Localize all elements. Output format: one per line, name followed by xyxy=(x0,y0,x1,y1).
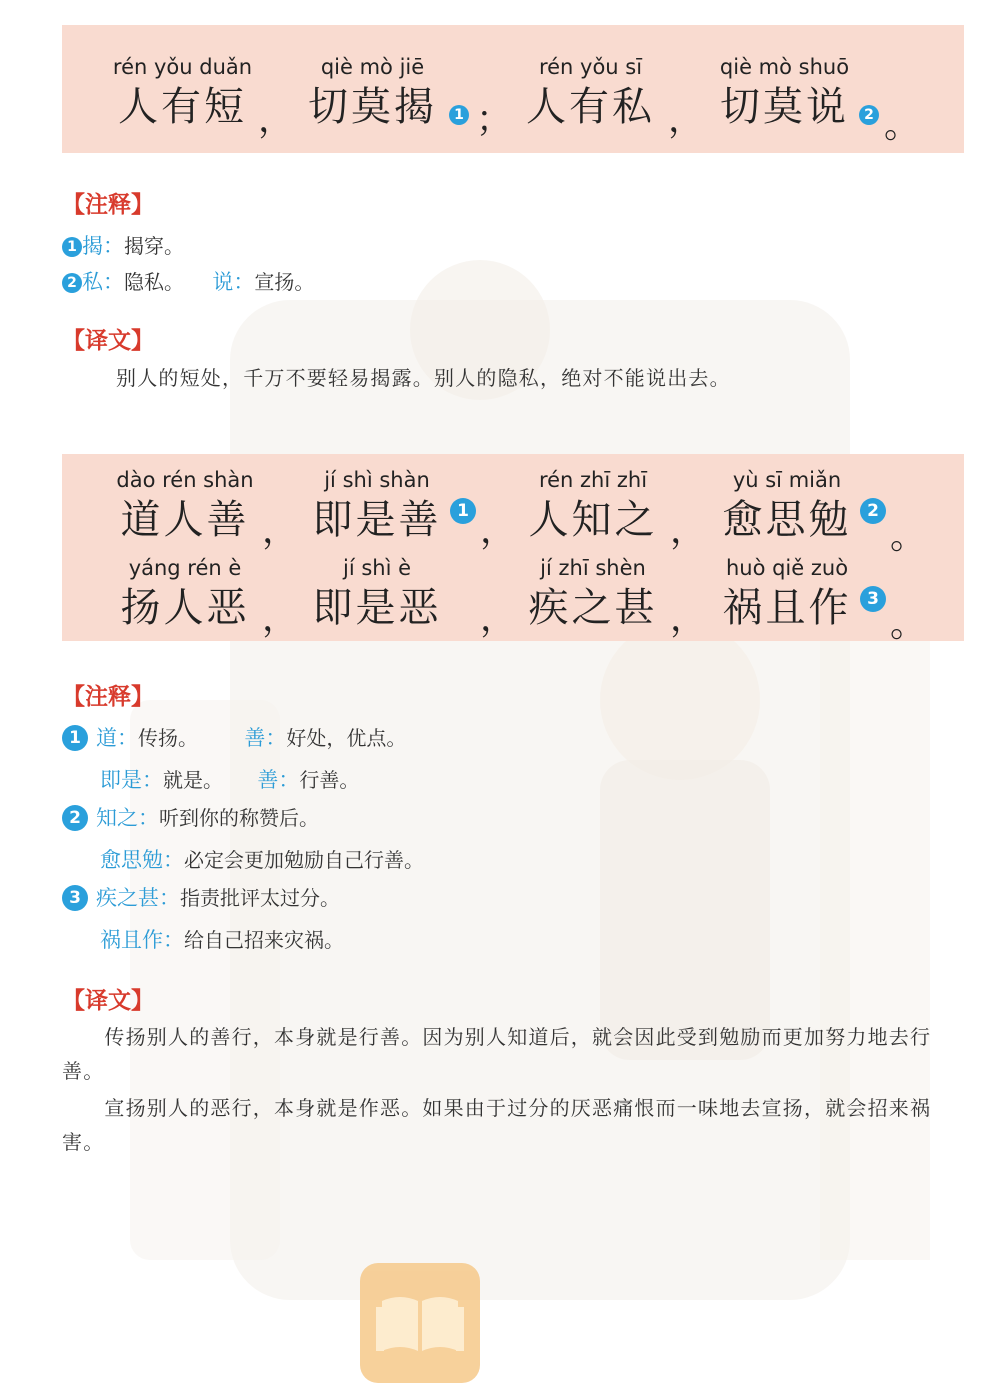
hanzi: 即是恶 xyxy=(312,585,442,631)
note-text: 隐私。 xyxy=(124,270,184,294)
pinyin: qiè mò shuō xyxy=(719,55,850,79)
pinyin: jí shì è xyxy=(342,556,412,580)
translation-paragraph: 宣扬别人的恶行，本身就是作恶。如果由于过分的厌恶痛恨而一味地去宣扬，就会招来祸害。 xyxy=(62,1096,932,1154)
translation-heading: 【译文】 xyxy=(62,988,154,1014)
note-text: 传扬。 xyxy=(138,726,198,750)
footnote-badge: 3 xyxy=(860,586,886,612)
footnote-badge: 2 xyxy=(859,105,879,125)
note-term: 说： xyxy=(212,270,255,294)
footnote-badge: 2 xyxy=(860,498,886,524)
verse-box-1 xyxy=(62,25,964,153)
punctuation: ， xyxy=(480,598,517,639)
note-term: 善： xyxy=(244,726,287,750)
hanzi: 人知之 xyxy=(528,497,658,543)
hanzi: 人有短 xyxy=(118,84,247,130)
note-text: 好处，优点。 xyxy=(286,726,407,750)
note-item xyxy=(100,764,359,794)
note-text: 给自己招来灾祸。 xyxy=(184,928,344,952)
book-app-icon[interactable] xyxy=(360,1263,480,1383)
note-term: 愈思勉： xyxy=(100,848,184,872)
punctuation: ， xyxy=(670,598,707,639)
note-term: 祸且作： xyxy=(100,928,184,952)
pinyin: dào rén shàn xyxy=(116,468,254,492)
verse-line xyxy=(62,53,964,153)
pinyin: huò qiě zuò xyxy=(725,556,849,580)
note-term: 揭： xyxy=(82,234,124,258)
hanzi: 疾之甚 xyxy=(528,585,658,631)
note-text: 宣扬。 xyxy=(254,270,315,294)
punctuation: ， xyxy=(670,510,707,551)
verse-line xyxy=(62,466,964,557)
pinyin: rén zhī zhī xyxy=(538,468,648,492)
note-term: 疾之甚： xyxy=(96,886,180,910)
verse-box-2 xyxy=(62,454,964,645)
verse-line xyxy=(62,554,964,645)
pinyin: qiè mò jiē xyxy=(320,55,425,79)
footnote-badge: 1 xyxy=(62,725,88,751)
note-item xyxy=(62,722,406,753)
pinyin: jí zhī shèn xyxy=(540,556,646,580)
hanzi: 切莫揭 xyxy=(308,84,437,130)
footnote-badge: 1 xyxy=(450,498,476,524)
note-text: 必定会更加勉励自己行善。 xyxy=(184,848,424,872)
punctuation: ， xyxy=(480,510,517,551)
hanzi: 扬人恶 xyxy=(120,585,250,631)
open-book-icon xyxy=(360,1263,480,1383)
note-term: 私： xyxy=(82,270,124,294)
footnote-badge: 1 xyxy=(62,237,82,257)
punctuation: ， xyxy=(668,99,705,140)
footnote-badge: 2 xyxy=(62,273,82,293)
hanzi: 愈思勉 xyxy=(722,497,852,543)
translation-paragraph: 传扬别人的善行，本身就是行善。因为别人知道后，就会因此受到勉励而更加努力地去行善。 xyxy=(62,1025,932,1083)
note-text: 行善。 xyxy=(299,768,360,792)
punctuation: ， xyxy=(262,598,299,639)
note-item xyxy=(100,924,344,954)
note-item xyxy=(62,802,319,833)
note-term: 即是： xyxy=(100,768,163,792)
footnote-badge: 1 xyxy=(449,105,469,125)
pinyin: yù sī miǎn xyxy=(732,468,842,492)
note-item xyxy=(62,266,314,296)
note-item xyxy=(62,230,184,260)
pinyin: yáng rén è xyxy=(128,556,242,580)
note-term: 道： xyxy=(96,726,138,750)
hanzi: 切莫说 xyxy=(720,84,849,130)
translation-heading: 【译文】 xyxy=(62,328,154,354)
pinyin: rén yǒu duǎn xyxy=(112,55,253,79)
translation-text: 别人的短处，千万不要轻易揭露。别人的隐私，绝对不能说出去。 xyxy=(116,366,731,390)
punctuation: 。 xyxy=(890,516,927,557)
notes-heading: 【注释】 xyxy=(62,684,154,710)
punctuation: ； xyxy=(476,99,513,140)
note-text: 揭穿。 xyxy=(124,234,184,258)
note-text: 听到你的称赞后。 xyxy=(159,806,319,830)
note-item xyxy=(100,844,424,874)
punctuation: 。 xyxy=(890,604,927,645)
hanzi: 道人善 xyxy=(120,497,250,543)
punctuation: ， xyxy=(258,99,295,140)
footnote-badge: 3 xyxy=(62,885,88,911)
pinyin: rén yǒu sī xyxy=(538,55,643,79)
note-text: 指责批评太过分。 xyxy=(180,886,340,910)
hanzi: 即是善 xyxy=(312,497,442,543)
note-item xyxy=(62,882,340,913)
note-term: 知之： xyxy=(96,806,159,830)
punctuation: ， xyxy=(262,510,299,551)
punctuation: 。 xyxy=(884,105,921,146)
notes-heading: 【注释】 xyxy=(62,192,154,218)
pinyin: jí shì shàn xyxy=(324,468,430,492)
hanzi: 人有私 xyxy=(526,84,655,130)
note-text: 就是。 xyxy=(163,768,223,792)
footnote-badge: 2 xyxy=(62,805,88,831)
note-term: 善： xyxy=(257,768,300,792)
hanzi: 祸且作 xyxy=(722,585,852,631)
